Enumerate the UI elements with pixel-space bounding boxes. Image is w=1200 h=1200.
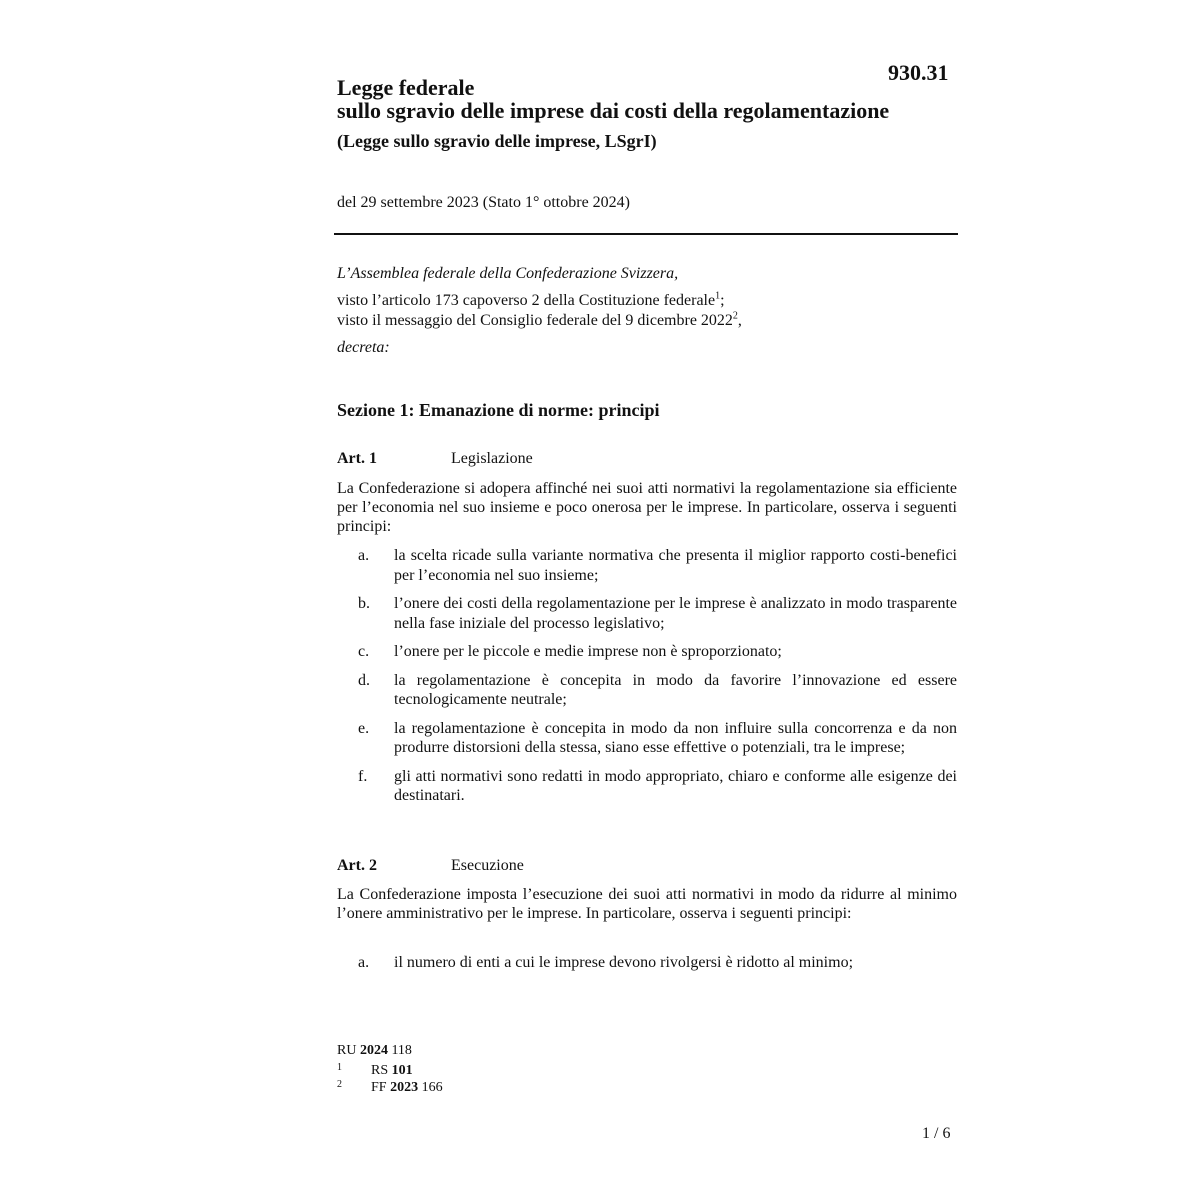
article-2-intro: La Confederazione imposta l’esecuzione dei suoi atti normativi in modo da ridurre al minimo l’onere amministrativo per le imprese. In particolare, osserva i seguenti principi: (337, 886, 957, 922)
sr-number: 930.31 (888, 60, 949, 85)
preamble-visto-message: visto il messaggio del Consiglio federale del 9 dicembre 2022$^2$, (337, 310, 742, 329)
list-item: e. la regolamentazione è concepita in modo da non influire sulla concorrenza e da non produrre distorsioni della stessa, siano esse effettive o potenziali, tra le imprese; (358, 719, 957, 756)
header-divider (334, 233, 958, 235)
title-line-1: Legge federale (337, 75, 475, 100)
footnote-ref-1[interactable]: 1 (715, 290, 721, 302)
article-2-list (337, 953, 957, 973)
date-line: del 29 settembre 2023 (Stato 1° ottobre 2024) (337, 194, 631, 211)
article-1-intro: La Confederazione si adopera affinché nei suoi atti normativi la regolamentazione sia efficiente per l’economia nel suo insieme e poco onerosa per le imprese. In particolare, osserva i seguenti principi: (337, 480, 957, 535)
list-item: a. la scelta ricade sulla variante normativa che presenta il miglior rapporto costi-benefici per l’economia nel suo insieme; (358, 547, 957, 584)
footnote-ref-2[interactable]: 2 (732, 310, 738, 322)
article-2-number: Art. 2 (337, 857, 377, 874)
list-item: a. il numero di enti a cui le imprese devono rivolgersi è ridotto al minimo; (358, 954, 854, 971)
preamble-decreta: decreta: (337, 339, 390, 356)
article-1-number: Art. 1 (337, 450, 377, 467)
ru-reference: RU 2024 118 (337, 1043, 412, 1058)
preamble-assembly: L’Assemblea federale della Confederazione Svizzera, (337, 265, 679, 282)
article-1-title: Legislazione (451, 450, 533, 467)
list-item: c. l’onere per le piccole e medie imprese non è sproporzionato; (358, 643, 782, 660)
title-short-name: (Legge sullo sgravio delle imprese, LSgrI) (337, 131, 657, 151)
page-number: 1 / 6 (922, 1125, 951, 1142)
list-item: d. la regolamentazione è concepita in modo da favorire l’innovazione ed essere tecnologicamente neutrale; (358, 671, 957, 708)
list-item: b. l’onere dei costi della regolamentazione per le imprese è analizzato in modo trasparente nella fase iniziale del processo legislativo; (358, 595, 957, 632)
section-1-title: Sezione 1: Emanazione di norme: principi (337, 400, 660, 420)
list-item: f. gli atti normativi sono redatti in modo appropriato, chiaro e conforme alle esigenze dei destinatari. (358, 767, 957, 804)
preamble-visto-constitution: visto l’articolo 173 capoverso 2 della Costituzione federale$^1$; (337, 290, 725, 309)
article-2-title: Esecuzione (451, 857, 524, 874)
article-1-list (337, 546, 957, 815)
document-page: 930.31 Legge federale sullo sgravio delle imprese dai costi della regolamentazione (Legge sullo sgravio delle imprese, LSgrI) del 29 settembre 2023 (Stato 1° ottobre 2024) L’Assemblea federale della Confederazione Svizzera, visto l’articolo 173 capoverso 2 della Costituzione federale$^1$; visto il messaggio del Consiglio federale del 9 dicembre 2022$^2$, decreta: Sezione 1: Emanazione di norme: principi Art. 1 Legislazione La Confederazione si adopera affinché nei suoi atti normativi la regolamentazione sia efficiente per l’economia nel suo insieme e poco onerosa per le imprese. In particolare, osserva i seguenti principi: a. la scelta ricade sulla variante normativa che presenta il miglior rapporto costi-benefici per l’economia nel suo insieme; b. l’onere dei costi della regolamentazione per le imprese è analizzato in modo trasparente nella fase iniziale del processo legislativo; c. l’onere per le piccole e medie imprese non è sproporzionato; d. la regolamentazione è concepita in modo da favorire l’innovazione ed essere tecnologicamente neutrale; e. la regolamentazione è concepita in modo da non influire sulla concorrenza e da non produrre distorsioni della stessa, siano esse effettive o potenziali, tra le imprese; f. gli atti normativi sono redatti in modo appropriato, chiaro e conforme alle esigenze dei destinatari. Art. 2 Esecuzione La Confederazione imposta l’esecuzione dei suoi atti normativi in modo da ridurre al minimo l’onere amministrativo per le imprese. In particolare, osserva i seguenti principi: a. il numero di enti a cui le imprese devono rivolgersi è ridotto al minimo; RU 2024 118 1 RS 101 2 FF 2023 166 1 / 6 (0, 0, 1200, 1200)
article-1-heading (337, 449, 957, 469)
title-line-2: sullo sgravio delle imprese dai costi della regolamentazione (337, 98, 890, 123)
article-2-heading (337, 856, 957, 876)
